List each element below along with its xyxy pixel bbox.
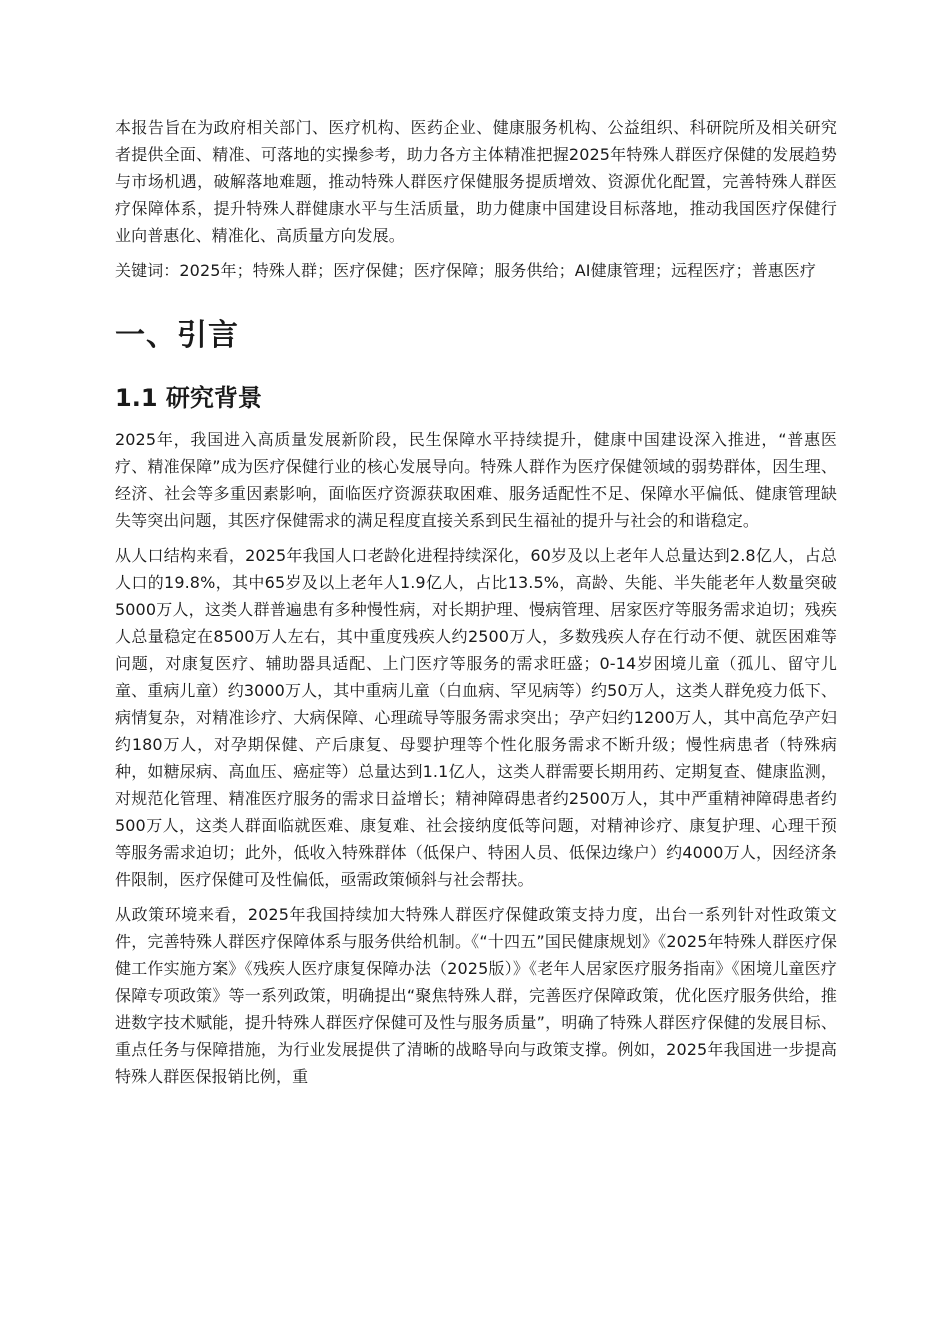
document-page	[115, 114, 837, 1098]
background-paragraph-1: 2025年，我国进入高质量发展新阶段，民生保障水平持续提升，健康中国建设深入推进，“普惠医疗、精准保障”成为医疗保健行业的核心发展导向。特殊人群作为医疗保健领域的弱势群体，因生理、经济、社会等多重因素影响，面临医疗资源获取困难、服务适配性不足、保障水平偏低、健康管理缺失等突出问题，其医疗保健需求的满足程度直接关系到民生福祉的提升与社会的和谐稳定。	[115, 430, 837, 530]
keywords-paragraph: 关键词：2025年；特殊人群；医疗保健；医疗保障；服务供给；AI健康管理；远程医疗；普惠医疗	[115, 261, 816, 280]
subsection-heading-research-background: 1.1 研究背景	[115, 384, 262, 412]
background-paragraph-population: 从人口结构来看，2025年我国人口老龄化进程持续深化，60岁及以上老年人总量达到2.8亿人，占总人口的19.8%，其中65岁及以上老年人1.9亿人，占比13.5%，高龄、失能、半失能老年人数量突破5000万人，这类人群普遍患有多种慢性病，对长期护理、慢病管理、居家医疗等服务需求迫切；残疾人总量稳定在8500万人左右，其中重度残疾人约2500万人，多数残疾人存在行动不便、就医困难等问题，对康复医疗、辅助器具适配、上门医疗等服务的需求旺盛；0-14岁困境儿童（孤儿、留守儿童、重病儿童）约3000万人，其中重病儿童（白血病、罕见病等）约50万人，这类人群免疫力低下、病情复杂，对精准诊疗、大病保障、心理疏导等服务需求突出；孕产妇约1200万人，其中高危孕产妇约180万人，对孕期保健、产后康复、母婴护理等个性化服务需求不断升级；慢性病患者（特殊病种，如糖尿病、高血压、癌症等）总量达到1.1亿人，这类人群需要长期用药、定期复查、健康监测，对规范化管理、精准医疗服务的需求日益增长；精神障碍患者约2500万人，其中严重精神障碍患者约500万人，这类人群面临就医难、康复难、社会接纳度低等问题，对精神诊疗、康复护理、心理干预等服务需求迫切；此外，低收入特殊群体（低保户、特困人员、低保边缘户）约4000万人，因经济条件限制，医疗保健可及性偏低，亟需政策倾斜与社会帮扶。	[115, 546, 837, 889]
background-paragraph-policy: 从政策环境来看，2025年我国持续加大特殊人群医疗保健政策支持力度，出台一系列针对性政策文件，完善特殊人群医疗保障体系与服务供给机制。《“十四五”国民健康规划》《2025年特殊人群医疗保健工作实施方案》《残疾人医疗康复保障办法（2025版）》《老年人居家医疗服务指南》《困境儿童医疗保障专项政策》等一系列政策，明确提出“聚焦特殊人群，完善医疗保障政策，优化医疗服务供给，推进数字技术赋能，提升特殊人群医疗保健可及性与服务质量”，明确了特殊人群医疗保健的发展目标、重点任务与保障措施，为行业发展提供了清晰的战略导向与政策支撑。例如，2025年我国进一步提高特殊人群医保报销比例，重	[115, 905, 837, 1086]
section-heading-introduction: 一、引言	[115, 318, 239, 353]
report-purpose-paragraph: 本报告旨在为政府相关部门、医疗机构、医药企业、健康服务机构、公益组织、科研院所及相关研究者提供全面、精准、可落地的实操参考，助力各方主体精准把握2025年特殊人群医疗保健的发展趋势与市场机遇，破解落地难题，推动特殊人群医疗保健服务提质增效、资源优化配置，完善特殊人群医疗保障体系，提升特殊人群健康水平与生活质量，助力健康中国建设目标落地，推动我国医疗保健行业向普惠化、精准化、高质量方向发展。	[115, 118, 837, 245]
